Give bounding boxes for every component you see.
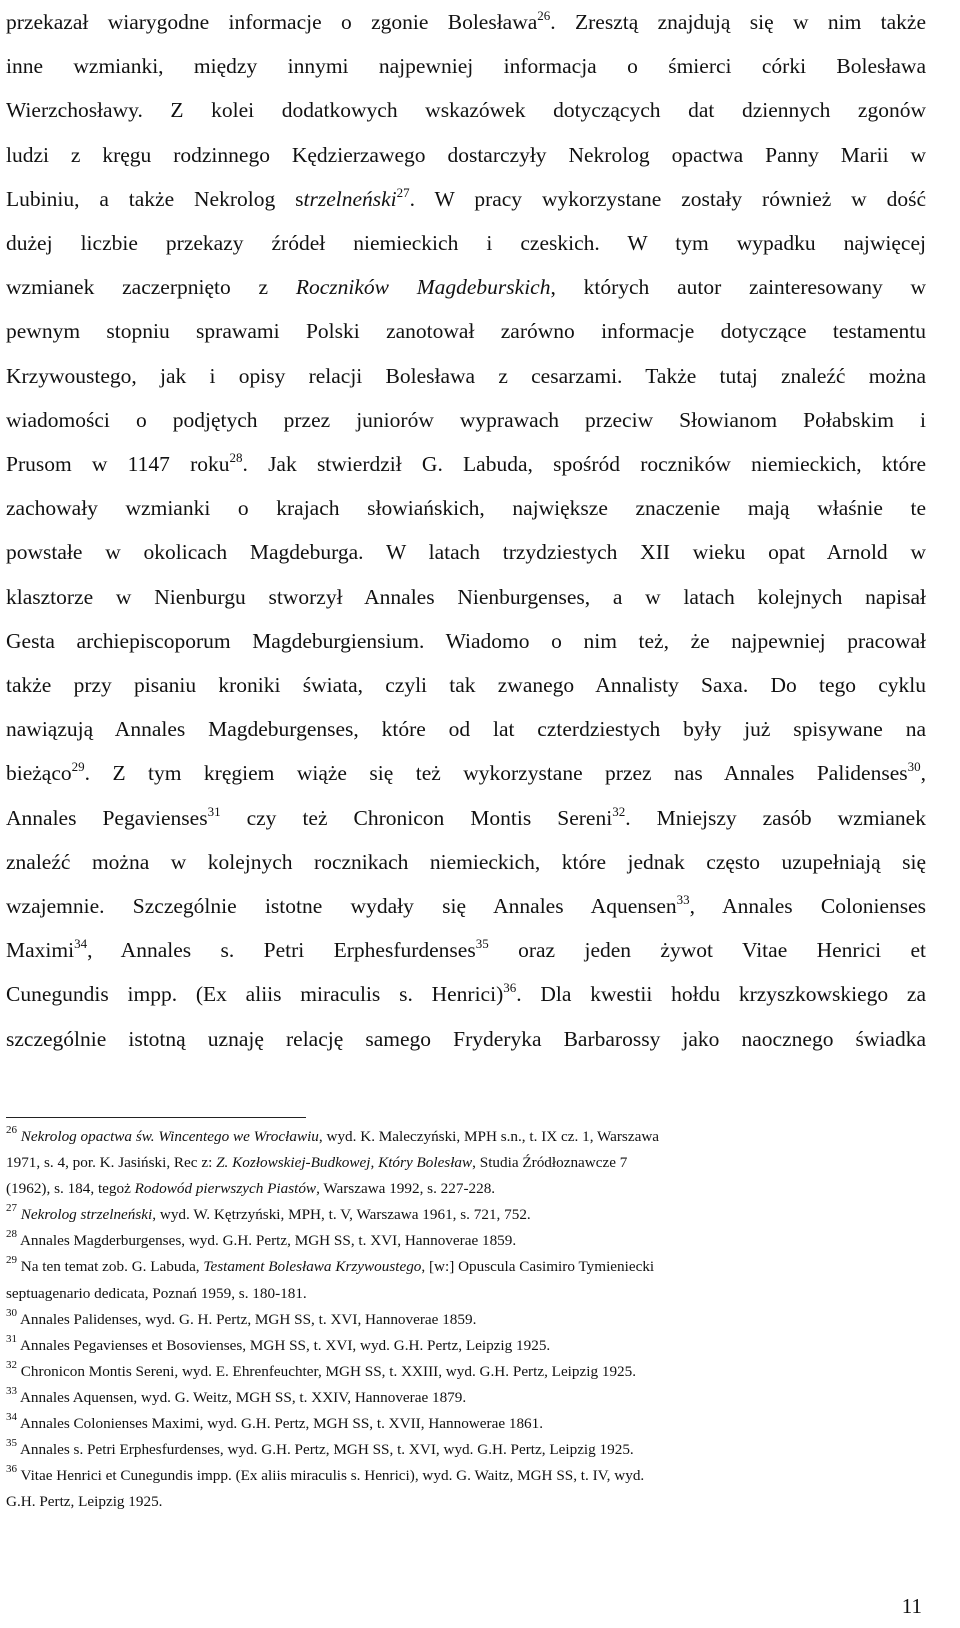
footnote-ref[interactable]: 29	[71, 759, 85, 775]
body-line: znaleźć można w kolejnych rocznikach niemieckich, które jednak często uzupełniają się	[6, 849, 926, 874]
footnote-29: $^{29}$ Na ten temat zob. G. Labuda, Testament Bolesława Krzywoustego, [w:] Opuscula Casimiro Tymieniecki	[6, 1254, 655, 1276]
body-line: Krzywoustego, jak i opisy relacji Bolesława z cesarzami. Także tutaj znaleźć można	[6, 363, 926, 388]
body-line: ludzi z kręgu rodzinnego Kędzierzawego dostarczyły Nekrolog opactwa Panny Marii w	[6, 142, 926, 167]
body-text	[6, 0, 926, 1061]
body-line: wzmianek zaczerpnięto z Roczników Magdeburskich, których autor zainteresowany w	[6, 275, 927, 300]
footnote-ref[interactable]: 26	[537, 7, 551, 23]
footnote-ref[interactable]: 28	[229, 449, 243, 465]
footnote-26: $^{26}$ Nekrolog opactwa św. Wincentego we Wrocławiu, wyd. K. Maleczyński, MPH s.n., t. IX cz. 1, Warszawa	[6, 1123, 660, 1145]
body-line: inne wzmianki, między innymi najpewniej informacja o śmierci córki Bolesława	[6, 54, 926, 79]
footnote-28: $^{28}$ Annales Magderburgenses, wyd. G.H. Pertz, MGH SS, t. XVI, Hannoverae 1859.	[6, 1228, 517, 1250]
footnote-33: $^{33}$ Annales Aquensen, wyd. G. Weitz, MGH SS, t. XXIV, Hannoverae 1879.	[6, 1384, 467, 1406]
footnote-ref[interactable]: 32	[612, 803, 626, 819]
body-line: powstałe w okolicach Magdeburga. W latach trzydziestych XII wieku opat Arnold w	[6, 540, 926, 565]
footnote-36: $^{36}$ Vitae Henrici et Cunegundis impp. (Ex aliis miraculis s. Henrici), wyd. G. Waitz, MGH SS, t. IV, wyd.	[6, 1463, 645, 1485]
footnote-ref[interactable]: 35	[475, 936, 489, 952]
body-line: Prusom w 1147 roku$^{28}$. Jak stwierdził G. Labuda, spośród roczników niemieckich, które	[6, 449, 926, 477]
page-number: 11	[901, 1594, 922, 1618]
footnote-ref[interactable]: 36	[503, 980, 517, 996]
body-line: Gesta archiepiscoporum Magdeburgiensium. Wiadomo o nim też, że najpewniej pracował	[6, 628, 926, 653]
footnote-32: $^{32}$ Chronicon Montis Sereni, wyd. E. Ehrenfeuchter, MGH SS, t. XXIII, wyd. G.H. Pertz, Leipzig 1925.	[6, 1358, 637, 1380]
footnote-29-cont: septuagenario dedicata, Poznań 1959, s. 180-181.	[6, 1284, 307, 1302]
body-line: dużej liczbie przekazy źródeł niemieckich i czeskich. W tym wypadku najwięcej	[6, 231, 926, 256]
body-line: wzajemnie. Szczególnie istotne wydały się Annales Aquensen$^{33}$, Annales Colonienses	[6, 891, 926, 919]
footnote-ref[interactable]: 31	[207, 803, 221, 819]
body-line: przekazał wiarygodne informacje o zgonie Bolesława$^{26}$. Zresztą znajdują się w nim także	[6, 7, 927, 34]
footnote-ref[interactable]: 27	[396, 184, 410, 200]
footnote-31: $^{31}$ Annales Pegavienses et Bosovienses, MGH SS, t. XVI, wyd. G.H. Pertz, Leipzig 1925.	[6, 1332, 551, 1354]
footnote-separator	[6, 1117, 306, 1118]
footnotes	[6, 1124, 926, 1515]
body-line: nawiązują Annales Magdeburgenses, które od lat czterdziestych były już spisywane na	[6, 717, 926, 742]
body-line: zachowały wzmianki o krajach słowiańskich, największe znaczenie mają właśnie te	[6, 496, 926, 521]
footnote-34: $^{34}$ Annales Colonienses Maximi, wyd. G.H. Pertz, MGH SS, t. XVII, Hannowerae 1861.	[6, 1410, 544, 1433]
body-line: bieżąco$^{29}$. Z tym kręgiem wiąże się też wykorzystane przez nas Annales Palidenses$^{30}$,	[6, 759, 926, 786]
body-line: pewnym stopniu sprawami Polski zanotował zarówno informacje dotyczące testamentu	[6, 319, 926, 344]
footnote-26-cont: 1971, s. 4, por. K. Jasiński, Rec z: Z. Kozłowskiej-Budkowej, Który Bolesław, Studia Źródłoznawcze 7	[6, 1154, 628, 1172]
footnote-35: $^{35}$ Annales s. Petri Erphesfurdenses, wyd. G.H. Pertz, MGH SS, t. XVI, wyd. G.H. Pertz, Leipzig 1925.	[6, 1437, 634, 1459]
body-line: Cunegundis impp. (Ex aliis miraculis s. Henrici)$^{36}$. Dla kwestii hołdu krzyszkowskiego za	[6, 980, 926, 1007]
footnote-ref[interactable]: 33	[676, 891, 690, 907]
body-line: wiadomości o podjętych przez juniorów wyprawach przeciw Słowianom Połabskim i	[6, 407, 926, 432]
body-line: Lubiniu, a także Nekrolog strzelneński$^{27}$. W pracy wykorzystane zostały również w dość	[6, 184, 926, 211]
body-line: Maximi$^{34}$, Annales s. Petri Erphesfurdenses$^{35}$ oraz jeden żywot Vitae Henrici et	[6, 936, 926, 963]
body-line: szczególnie istotną uznaję relację samego Fryderyka Barbarossy jako naocznego świadka	[6, 1026, 926, 1051]
footnote-27: $^{27}$ Nekrolog strzelneński, wyd. W. Kętrzyński, MPH, t. V, Warszawa 1961, s. 721, 752.	[6, 1202, 531, 1224]
footnote-ref[interactable]: 30	[907, 759, 921, 775]
body-line: klasztorze w Nienburgu stworzył Annales Nienburgenses, a w latach kolejnych napisał	[6, 584, 926, 609]
footnote-36-cont: G.H. Pertz, Leipzig 1925.	[6, 1493, 163, 1511]
body-line: Annales Pegavienses$^{31}$ czy też Chronicon Montis Sereni$^{32}$. Mniejszy zasób wzmianek	[6, 803, 926, 830]
footnote-ref[interactable]: 34	[74, 936, 88, 952]
body-line: Wierzchosławy. Z kolei dodatkowych wskazówek dotyczących dat dziennych zgonów	[6, 98, 926, 123]
footnote-30: $^{30}$ Annales Palidenses, wyd. G. H. Pertz, MGH SS, t. XVI, Hannoverae 1859.	[6, 1306, 477, 1328]
body-line: także przy pisaniu kroniki świata, czyli tak zwanego Annalisty Saxa. Do tego cyklu	[6, 673, 926, 698]
footnote-26-cont: (1962), s. 184, tegoż Rodowód pierwszych Piastów, Warszawa 1992, s. 227-228.	[6, 1180, 496, 1198]
